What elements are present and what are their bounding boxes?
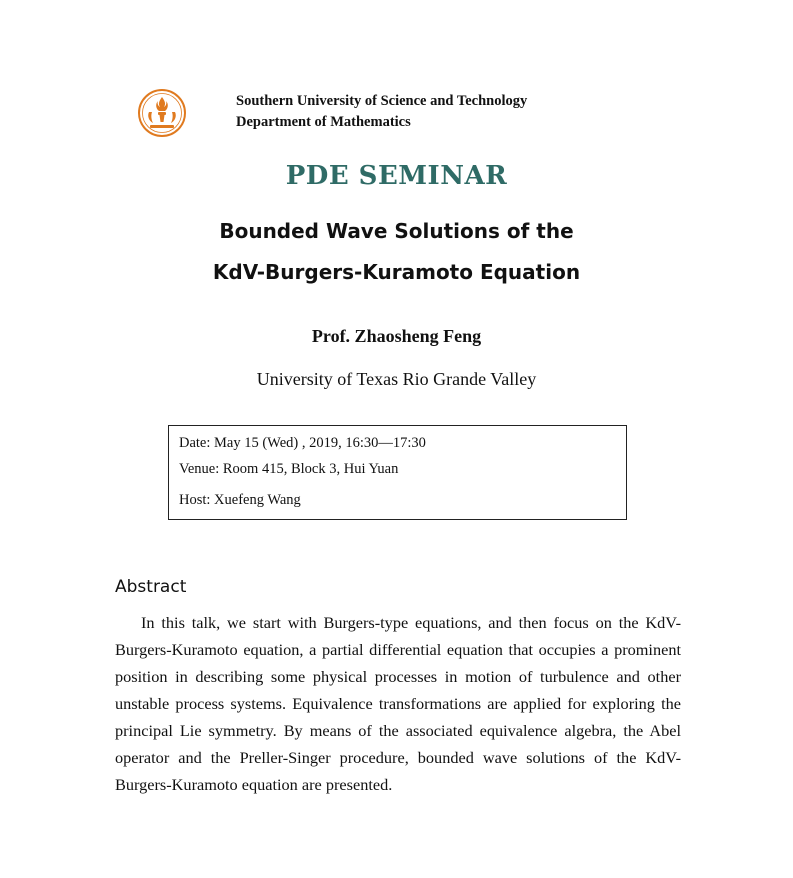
university-name: Southern University of Science and Technology	[236, 93, 528, 109]
university-logo-icon	[137, 88, 187, 138]
speaker-name: Prof. Zhaosheng Feng	[311, 326, 482, 346]
talk-date: Date: May 15 (Wed) , 2019, 16:30—17:30	[179, 435, 426, 451]
abstract-body: In this talk, we start with Burgers-type equations, and then focus on the KdV-Burgers-Kuramoto equation, a partial differential equation that occupies a prominent position in describing some physical processes in motion of turbulence and other unstable process systems. Equivalence transformations are applied for exploring the principal Lie symmetry. By means of the associated equivalence algebra, the Abel operator and the Preller-Singer procedure, bounded wave solutions of the KdV-Burgers-Kuramoto equation are presented.	[115, 613, 681, 794]
talk-details-box	[168, 425, 627, 520]
talk-title-line-1: Bounded Wave Solutions of the	[219, 219, 574, 243]
department-name: Department of Mathematics	[236, 114, 411, 130]
talk-title-line-2: KdV-Burgers-Kuramoto Equation	[212, 260, 581, 284]
seminar-label: PDE SEMINAR	[285, 161, 508, 191]
talk-host: Host: Xuefeng Wang	[179, 492, 301, 508]
talk-venue: Venue: Room 415, Block 3, Hui Yuan	[179, 461, 399, 477]
speaker-institution: University of Texas Rio Grande Valley	[256, 369, 537, 389]
abstract-heading: Abstract	[115, 577, 187, 597]
